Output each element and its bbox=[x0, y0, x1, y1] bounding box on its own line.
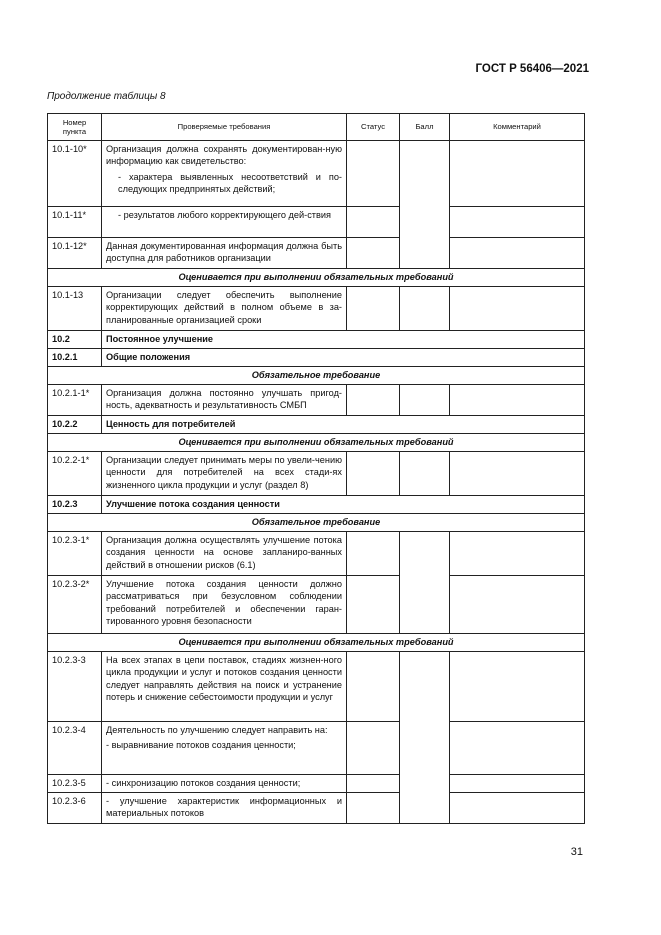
item-number: 10.1-12* bbox=[48, 238, 102, 269]
comment-cell[interactable] bbox=[450, 385, 585, 416]
comment-cell[interactable] bbox=[450, 652, 585, 722]
item-number: 10.2.2-1* bbox=[48, 452, 102, 496]
score-cell[interactable] bbox=[400, 452, 450, 496]
table-row bbox=[48, 287, 585, 331]
status-cell[interactable] bbox=[347, 722, 400, 775]
status-cell[interactable] bbox=[347, 287, 400, 331]
item-number: 10.2.3-2* bbox=[48, 576, 102, 634]
requirement-text: Организации следует обеспечить выполнение корректирующих действий в полном объеме в за-планированные организацией сроки bbox=[102, 287, 347, 331]
section-row bbox=[48, 349, 585, 367]
table-row bbox=[48, 452, 585, 496]
table-row bbox=[48, 532, 585, 576]
comment-cell[interactable] bbox=[450, 532, 585, 576]
assessment-band: Оценивается при выполнении обязательных требований bbox=[48, 434, 585, 452]
comment-cell[interactable] bbox=[450, 722, 585, 775]
section-number: 10.2.1 bbox=[48, 349, 102, 367]
comment-cell[interactable] bbox=[450, 793, 585, 824]
requirement-text: Данная документированная информация должна быть доступна для работников организации bbox=[102, 238, 347, 269]
page-number: 31 bbox=[570, 846, 583, 858]
col-score-header: Балл bbox=[400, 114, 450, 141]
col-status-header: Статус bbox=[347, 114, 400, 141]
table-row bbox=[48, 793, 585, 824]
requirement-text: - улучшение характеристик информационных и материальных потоков bbox=[102, 793, 347, 824]
section-row bbox=[48, 496, 585, 514]
item-number: 10.1-11* bbox=[48, 207, 102, 238]
score-cell[interactable] bbox=[400, 385, 450, 416]
table-row bbox=[48, 385, 585, 416]
status-cell[interactable] bbox=[347, 532, 400, 576]
section-title: Ценность для потребителей bbox=[102, 416, 585, 434]
comment-cell[interactable] bbox=[450, 452, 585, 496]
requirement-text: Организация должна сохранять документирован-ную информацию как свидетельство: - характера выявленных несоответствий и по-следующих предпринятых действий; bbox=[102, 141, 347, 207]
table-row bbox=[48, 576, 585, 634]
requirement-text: Организация должна осуществлять улучшение потока создания ценности на основе запланиро-ванных действий в отношении рисков (6.1) bbox=[102, 532, 347, 576]
item-number: 10.1-13 bbox=[48, 287, 102, 331]
score-cell[interactable] bbox=[400, 141, 450, 269]
requirement-text: Организации следует принимать меры по увели-чению ценности для потребителей на всех стади-ях жизненного цикла продукции и услуг (раздел 8) bbox=[102, 452, 347, 496]
item-number: 10.1-10* bbox=[48, 141, 102, 207]
comment-cell[interactable] bbox=[450, 238, 585, 269]
table-row bbox=[48, 775, 585, 793]
requirement-text: Улучшение потока создания ценности должно рассматриваться при безусловном соблюдении требований потребителей и обеспечении гаран-тированного уровня безопасности bbox=[102, 576, 347, 634]
table-row bbox=[48, 238, 585, 269]
requirement-text: На всех этапах в цепи поставок, стадиях жизнен-ного цикла продукции и услуг и потоков создания ценности следует направлять действия на поиск и устранение потерь и снижение себестоимости продукции и услуг bbox=[102, 652, 347, 722]
score-cell[interactable] bbox=[400, 532, 450, 634]
section-number: 10.2 bbox=[48, 331, 102, 349]
requirement-text: - синхронизацию потоков создания ценности; bbox=[102, 775, 347, 793]
item-number: 10.2.3-5 bbox=[48, 775, 102, 793]
score-cell[interactable] bbox=[400, 287, 450, 331]
status-cell[interactable] bbox=[347, 775, 400, 793]
status-cell[interactable] bbox=[347, 793, 400, 824]
status-cell[interactable] bbox=[347, 652, 400, 722]
status-cell[interactable] bbox=[347, 385, 400, 416]
item-number: 10.2.3-4 bbox=[48, 722, 102, 775]
table-header-row bbox=[48, 114, 585, 141]
mandatory-band: Обязательное требование bbox=[48, 514, 585, 532]
standard-designation: ГОСТ Р 56406—2021 bbox=[475, 63, 589, 75]
section-row bbox=[48, 416, 585, 434]
table-row bbox=[48, 207, 585, 238]
requirement-text: - результатов любого корректирующего дей-ствия bbox=[102, 207, 347, 238]
item-number: 10.2.3-6 bbox=[48, 793, 102, 824]
section-title: Улучшение потока создания ценности bbox=[102, 496, 585, 514]
col-number-header: Номер пункта bbox=[48, 114, 102, 141]
item-number: 10.2.1-1* bbox=[48, 385, 102, 416]
status-cell[interactable] bbox=[347, 576, 400, 634]
status-cell[interactable] bbox=[347, 452, 400, 496]
mandatory-band: Обязательное требование bbox=[48, 367, 585, 385]
item-number: 10.2.3-3 bbox=[48, 652, 102, 722]
table-row bbox=[48, 652, 585, 722]
requirement-text: Деятельность по улучшению следует направить на: - выравнивание потоков создания ценности; bbox=[102, 722, 347, 775]
table-row bbox=[48, 141, 585, 207]
item-number: 10.2.3-1* bbox=[48, 532, 102, 576]
col-requirements-header: Проверяемые требования bbox=[102, 114, 347, 141]
assessment-band: Оценивается при выполнении обязательных требований bbox=[48, 269, 585, 287]
comment-cell[interactable] bbox=[450, 775, 585, 793]
section-title: Постоянное улучшение bbox=[102, 331, 585, 349]
table-caption: Продолжение таблицы 8 bbox=[47, 91, 166, 102]
assessment-band: Оценивается при выполнении обязательных требований bbox=[48, 634, 585, 652]
section-title: Общие положения bbox=[102, 349, 585, 367]
requirements-table bbox=[47, 113, 585, 824]
section-number: 10.2.2 bbox=[48, 416, 102, 434]
col-comment-header: Комментарий bbox=[450, 114, 585, 141]
comment-cell[interactable] bbox=[450, 207, 585, 238]
score-cell[interactable] bbox=[400, 652, 450, 824]
requirement-text: Организация должна постоянно улучшать пригод-ность, адекватность и результативность СМБП bbox=[102, 385, 347, 416]
table-row bbox=[48, 722, 585, 775]
status-cell[interactable] bbox=[347, 238, 400, 269]
status-cell[interactable] bbox=[347, 207, 400, 238]
status-cell[interactable] bbox=[347, 141, 400, 207]
comment-cell[interactable] bbox=[450, 141, 585, 207]
comment-cell[interactable] bbox=[450, 287, 585, 331]
comment-cell[interactable] bbox=[450, 576, 585, 634]
section-number: 10.2.3 bbox=[48, 496, 102, 514]
section-row bbox=[48, 331, 585, 349]
